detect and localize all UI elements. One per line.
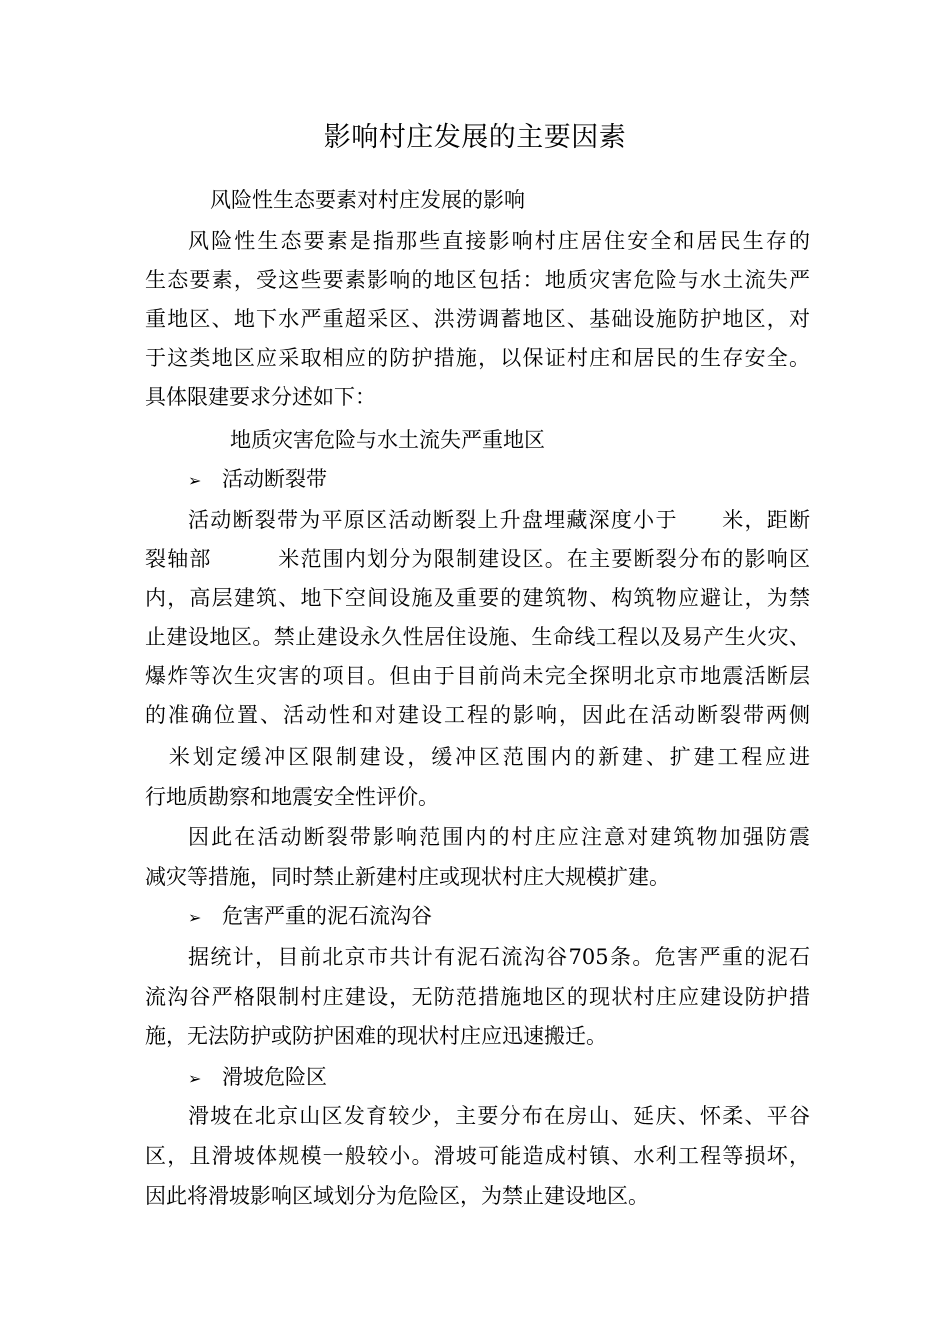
intro-line: 风险性生态要素是指那些直接影响村庄居住安全和居民生存的 [188, 229, 810, 253]
debris-line: 施，无法防护或防护困难的现状村庄应迅速搬迁。 [145, 1024, 607, 1048]
section-heading: 风险性生态要素对村庄发展的影响 [210, 188, 525, 212]
fault-line: 爆炸等次生灾害的项目。但由于目前尚未完全探明北京市地震活断层 [145, 664, 810, 688]
subsection-heading: 地质灾害危险与水土流失严重地区 [230, 428, 545, 452]
bullet-label: 危害严重的泥石流沟谷 [222, 904, 432, 928]
fault-line: 裂轴部 米范围内划分为限制建设区。在主要断裂分布的影响区 [145, 547, 810, 571]
fault-line: 米划定缓冲区限制建设，缓冲区范围内的新建、扩建工程应进 [145, 745, 810, 769]
intro-line: 重地区、地下水严重超采区、洪涝调蓄地区、基础设施防护地区，对 [145, 307, 810, 331]
intro-line: 具体限建要求分述如下： [145, 385, 376, 409]
document-title: 影响村庄发展的主要因素 [323, 122, 627, 153]
debris-line: 据统计，目前北京市共计有泥石流沟谷705条。危害严重的泥石 [188, 945, 810, 969]
arrow-bullet-icon: ➢ [188, 1069, 202, 1088]
arrow-bullet-icon: ➢ [188, 471, 202, 490]
fault-line: 内，高层建筑、地下空间设施及重要的建筑物、构筑物应避让，为禁 [145, 586, 810, 610]
fault-line: 活动断裂带为平原区活动断裂上升盘埋藏深度小于 米，距断 [188, 508, 810, 532]
fault-note-line: 减灾等措施，同时禁止新建村庄或现状村庄大规模扩建。 [145, 865, 670, 889]
fault-line: 的准确位置、活动性和对建设工程的影响，因此在活动断裂带两侧 [145, 703, 810, 727]
bullet-item-debris-flow [188, 901, 432, 933]
fault-line: 止建设地区。禁止建设永久性居住设施、生命线工程以及易产生火灾、 [145, 625, 810, 649]
fault-note-line: 因此在活动断裂带影响范围内的村庄应注意对建筑物加强防震 [188, 825, 810, 849]
bullet-label: 滑坡危险区 [222, 1065, 327, 1089]
landslide-line: 区，且滑坡体规模一般较小。滑坡可能造成村镇、水利工程等损坏， [145, 1144, 810, 1168]
landslide-line: 因此将滑坡影响区域划分为危险区，为禁止建设地区。 [145, 1184, 649, 1208]
intro-line: 生态要素，受这些要素影响的地区包括：地质灾害危险与水土流失严 [145, 268, 810, 292]
bullet-item-landslide [188, 1062, 327, 1094]
bullet-item-fault-zone [188, 464, 327, 496]
bullet-label: 活动断裂带 [222, 467, 327, 491]
fault-line: 行地质勘察和地震安全性评价。 [145, 785, 439, 809]
arrow-bullet-icon: ➢ [188, 908, 202, 927]
debris-line: 流沟谷严格限制村庄建设，无防范措施地区的现状村庄应建设防护措 [145, 985, 810, 1009]
landslide-line: 滑坡在北京山区发育较少，主要分布在房山、延庆、怀柔、平谷 [188, 1104, 810, 1128]
intro-line: 于这类地区应采取相应的防护措施，以保证村庄和居民的生存安全。 [145, 346, 810, 370]
